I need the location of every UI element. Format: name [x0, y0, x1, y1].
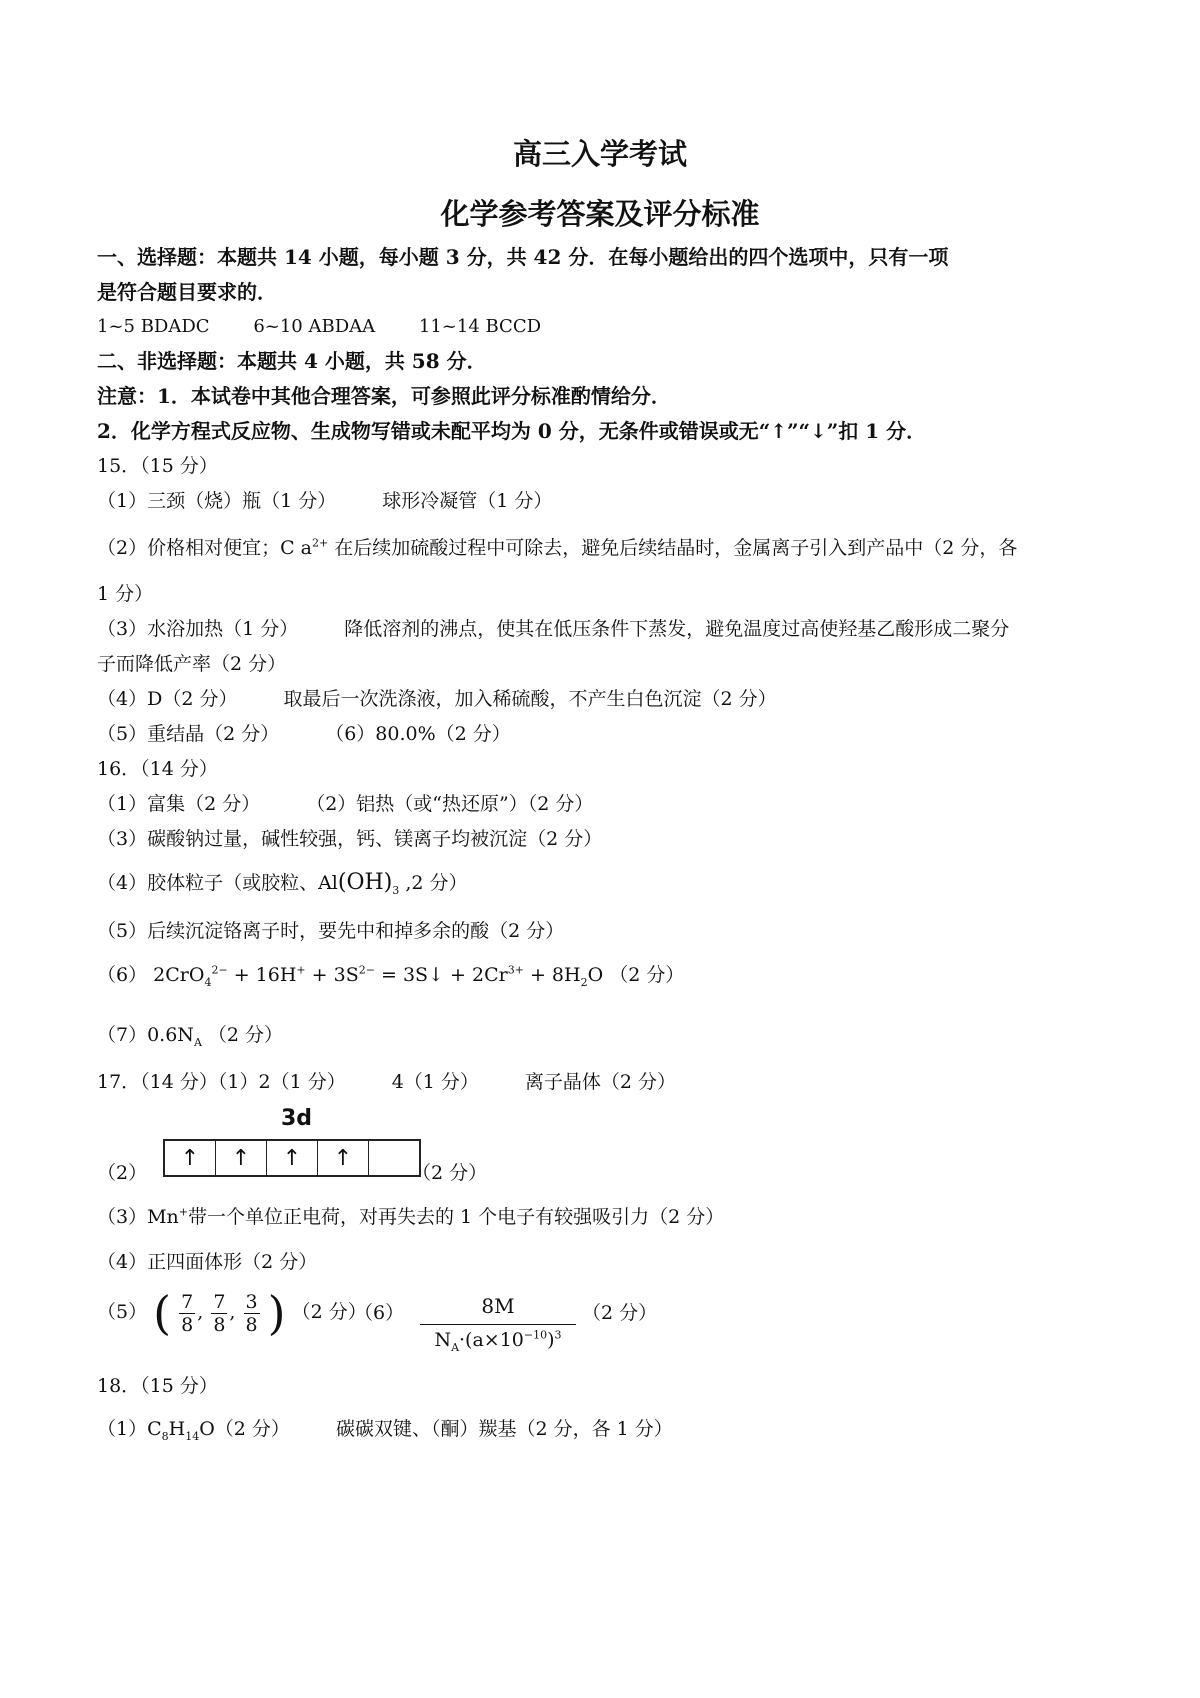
- q17-answer-4: （4）正四面体形（2 分）: [97, 1251, 318, 1273]
- q15-answer-4: （4）D（2 分） 取最后一次洗涤液，加入稀硫酸，不产生白色沉淀（2 分）: [97, 688, 777, 710]
- q16-answer-3: （3）碳酸钠过量，碱性较强，钙、镁离子均被沉淀（2 分）: [97, 828, 603, 850]
- orbital-cell: ↑: [216, 1141, 267, 1175]
- q15-answer-5-6: （5）重结晶（2 分） （6）80.0%（2 分）: [97, 723, 511, 745]
- answers-11-14: 11~14 BCCD: [418, 316, 542, 337]
- section2-heading: 二、非选择题：本题共 4 小题，共 58 分．: [97, 349, 487, 373]
- q17-answer-2-label: （2）: [97, 1162, 148, 1184]
- q16-equation: $2CrO_4^{2-} + 16H^+ + 3S^{2-}$ = 3S↓ + $2Cr^{3+} + 8H_2O$: [153, 963, 604, 989]
- note-1: 注意：1．本试卷中其他合理答案，可参照此评分标准酌情给分．: [97, 384, 671, 408]
- coord-frac-2: $\frac{7}{8}$: [213, 1290, 226, 1336]
- orbital-cell: ↑: [318, 1141, 369, 1175]
- orbital-cell: ↑: [267, 1141, 318, 1175]
- q15-heading: 15．（15 分）: [97, 455, 218, 477]
- q16-answer-1-2: （1）富集（2 分） （2）铝热（或“热还原”）（2 分）: [97, 793, 594, 815]
- molecular-formula: $C_8H_{14}O$: [147, 1418, 215, 1443]
- coord-frac-1: $\frac{7}{8}$: [181, 1290, 194, 1336]
- page-subtitle: 化学参考答案及评分标准: [440, 197, 760, 231]
- q17-heading: 17．（14 分）（1）2（1 分） 4（1 分） 离子晶体（2 分）: [97, 1071, 677, 1093]
- section1-instructions-cont: 是符合题目要求的．: [97, 280, 277, 304]
- answers-6-10: 6~10 ABDAA: [253, 316, 376, 337]
- section1-instructions: 一、选择题：本题共 14 小题，每小题 3 分，共 42 分．在每小题给出的四个选项中，只有一项: [97, 245, 949, 269]
- q15-answer-1: （1）三颈（烧）瓶（1 分） 球形冷凝管（1 分）: [97, 490, 553, 512]
- q18-heading: 18．（15 分）: [97, 1375, 218, 1397]
- q16-answer-6: （6） $2CrO_4^{2-} + 16H^+ + 3S^{2-}$ = 3S↓ + $2Cr^{3+} + 8H_2O$ （2 分）: [97, 963, 685, 989]
- q15-answer-3-cont: 子而降低产率（2 分）: [97, 653, 287, 675]
- q17-answer-3: （3）Mn+带一个单位正电荷，对再失去的 1 个电子有较强吸引力（2 分）: [97, 1205, 725, 1228]
- note-2: 2．化学方程式反应物、生成物写错或未配平均为 0 分，无条件或错误或无“↑”“↓”扣 1 分．: [97, 419, 927, 443]
- orbital-diagram: [163, 1139, 421, 1177]
- q16-answer-7: $(7)0.6N_A$ （2 分）: [97, 1024, 284, 1049]
- orbital-cell: ↑: [165, 1141, 216, 1175]
- q16-answer-4: （4）胶体粒子（或胶粒、$Al(OH)_3$ ,2 分）: [97, 870, 468, 897]
- page-title: 高三入学考试: [512, 137, 687, 171]
- answers-1-5: 1~5 BDADC: [97, 316, 210, 337]
- q17-answer-6-score: （2 分）: [582, 1302, 658, 1324]
- choice-answers: [97, 314, 541, 340]
- q18-answer-1: $(1)C_8H_{14}O(2$ 分） 碳碳双键、（酮）羰基（2 分，各 1 分）: [97, 1418, 673, 1443]
- q16-answer-5: （5）后续沉淀铬离子时，要先中和掉多余的酸（2 分）: [97, 920, 565, 942]
- q17-answer-2-score: （2 分）: [412, 1162, 488, 1184]
- q15-answer-2: （2）价格相对便宜；C $a^{2+}$ 在后续加硫酸过程中可除去，避免后续结晶时，金属离子引入到产品中（2 分，各: [97, 536, 1018, 559]
- q15-answer-2-cont: 1 分）: [97, 583, 154, 605]
- orbital-label: 3d: [281, 1106, 313, 1131]
- q15-answer-3: （3）水浴加热（1 分） 降低溶剂的沸点，使其在低压条件下蒸发，避免温度过高使羟基乙酸形成二聚分: [97, 618, 1010, 640]
- density-formula: $\frac{8M}{N_A\cdot(a\times 10^{-10})^3}$: [420, 1294, 576, 1351]
- q16-heading: 16．（14 分）: [97, 758, 218, 780]
- q17-answer-6-label: （6）: [354, 1302, 405, 1324]
- q17-answer-5: （5） ( $\frac{7}{8}$ , $\frac{7}{8}$ , $\frac{3}{8}$ ) （2 分）: [97, 1286, 367, 1340]
- coord-frac-3: $\frac{3}{8}$: [245, 1290, 258, 1336]
